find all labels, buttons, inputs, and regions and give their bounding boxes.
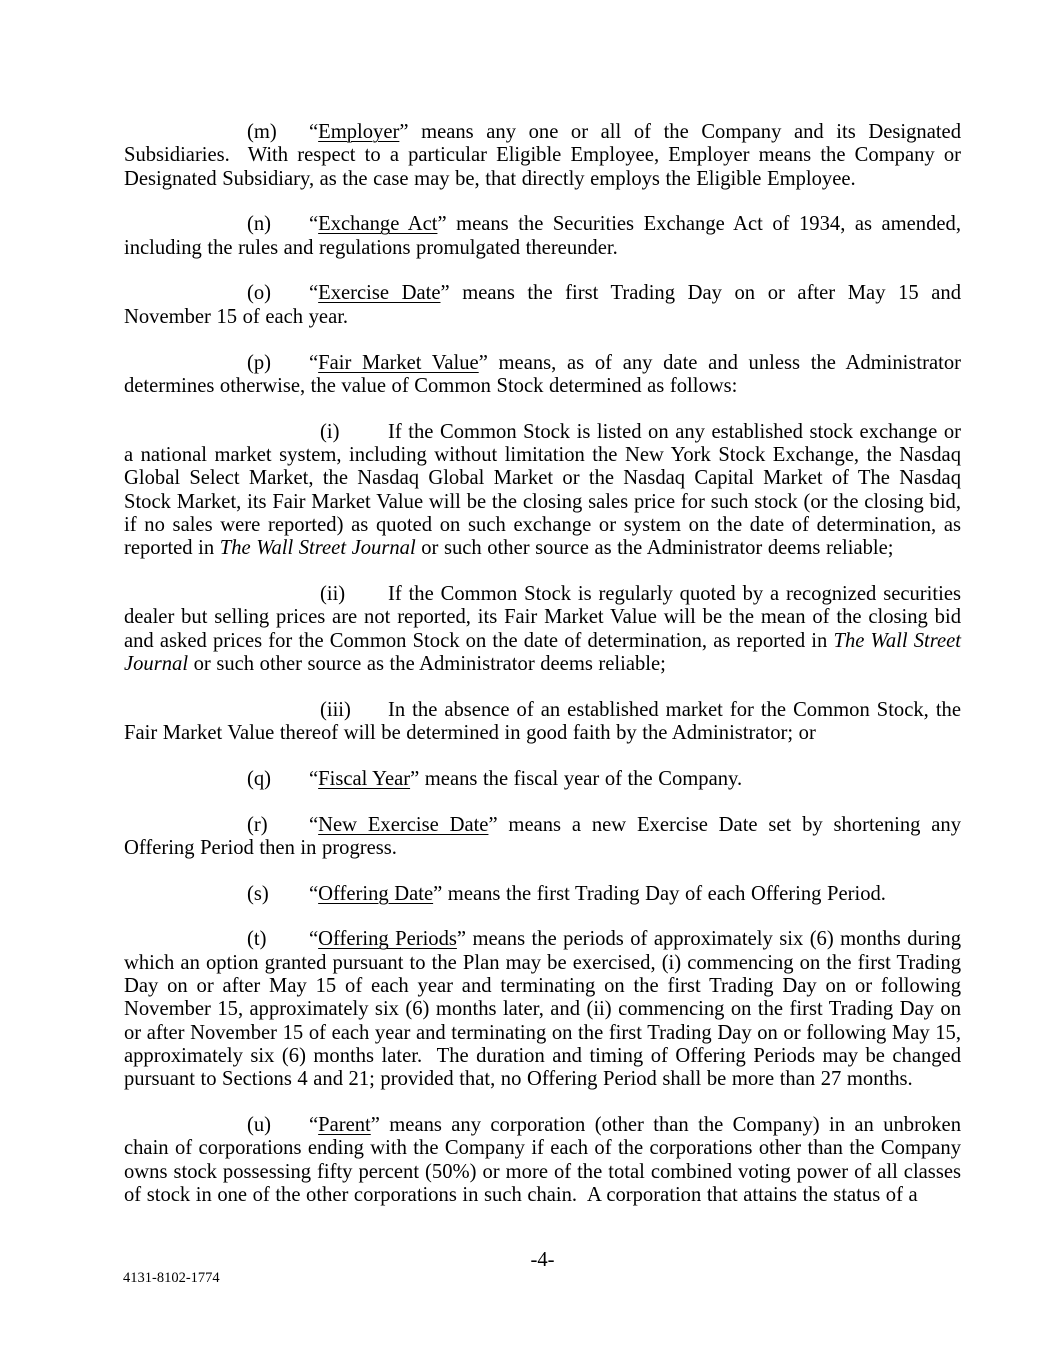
paragraph-label: (ii) [320,582,346,605]
paragraph-label: (n) [247,213,272,236]
text-run: ” means a new Exercise Date set by shortening any Offering Period then in progress. [124,813,961,859]
text-run: “ [309,282,319,305]
text-run: ” means the fiscal year of the Company. [410,767,743,790]
paragraph-label: (t) [247,928,267,951]
italic-citation: The Wall Street Journal [124,629,961,675]
paragraph-label: (o) [247,282,272,305]
text-run: “ [309,1114,319,1136]
defined-term: Offering Date [318,882,434,905]
text-run: or such other source as the Administrator deems reliable; [188,652,666,675]
defined-term: Fair Market Value [318,351,479,374]
paragraph-label: (q) [247,767,272,790]
text-run: “ [309,813,319,836]
text-run: In the absence of an established market for the Common Stock, the Fair Market Value thereof will be determined in good faith by the Administrator; or [124,698,961,744]
paragraph-t-offering-periods [124,928,961,1091]
document-id: 4131-8102-1774 [123,1270,220,1286]
text-run: ” means the first Trading Day of each Offering Period. [433,882,886,905]
italic-citation: The Wall Street Journal [219,537,416,560]
paragraph-q-fiscal-year [124,768,961,791]
text-run: “ [309,928,319,951]
text-run: ” means the first Trading Day on or after May 15 and November 15 of each year. [124,282,961,328]
paragraph-s-offering-date [124,883,961,906]
text-run: ” means any corporation (other than the Company) in an unbroken chain of corporations ending with the Company if each of the corporations other than the Company owns stock possessing fifty percent (50%) or more of the total combined voting power of all classes of stock in one of the other corporations in such chain. A corporation that attains the status of a [124,1114,961,1206]
defined-term: Parent [318,1114,371,1136]
paragraph-label: (u) [247,1114,272,1136]
text-run: “ [309,351,319,374]
paragraph-label: (r) [247,813,268,836]
text-run: ” means any one or all of the Company and its Designated Subsidiaries. With respect to a particular Eligible Employee, Employer means the Company or Designated Subsidiary, as the case may be, that directly employs the Eligible Employee. [124,121,961,190]
defined-term: Exercise Date [318,282,441,305]
text-run: If the Common Stock is listed on any established stock exchange or a national market system, including without limitation the New York Stock Exchange, the Nasdaq Global Select Market, the Nasdaq Global Market or the Nasdaq Capital Market of The Nasdaq Stock Market, its Fair Market Value will be the closing sales price for such stock (or the closing bid, if no sales were reported) as quoted on such exchange or system on the date of determination, as reported in [124,420,961,560]
paragraph-n-exchange-act [124,213,961,260]
text-run: “ [309,882,319,905]
paragraph-label: (iii) [320,698,351,721]
text-run: ” means the Securities Exchange Act of 1934, as amended, including the rules and regulations promulgated thereunder. [124,213,961,259]
paragraph-label: (i) [320,420,340,443]
text-run: or such other source as the Administrator deems reliable; [415,537,894,560]
paragraph-label: (p) [247,351,272,374]
paragraph-u-parent [124,1114,961,1207]
defined-term: New Exercise Date [318,813,489,836]
defined-term: Fiscal Year [318,767,411,790]
text-run: “ [309,121,319,143]
text-run: If the Common Stock is regularly quoted by a recognized securities dealer but selling prices are not reported, its Fair Market Value will be the mean of the closing bid and asked prices for the Common Stock on the date of determination, as reported in [124,582,961,652]
text-run: ” means, as of any date and unless the Administrator determines otherwise, the value of Common Stock determined as follows: [124,351,961,397]
defined-term: Exchange Act [318,213,438,236]
text-run: “ [309,767,319,790]
defined-term: Employer [318,121,400,143]
paragraph-label: (s) [247,882,269,905]
subparagraph-iii [124,699,961,746]
paragraph-r-new-exercise-date [124,814,961,861]
paragraph-o-exercise-date [124,282,961,329]
text-run: ” means the periods of approximately six (6) months during which an option granted pursuant to the Plan may be exercised, (i) commencing on the first Trading Day on or after May 15 of each year and terminating on the first Trading Day on or following November 15, approximately six (6) months later, and (ii) commencing on the first Trading Day on or after November 15 of each year and terminating on the first Trading Day on or following May 15, approximately six (6) months later. The duration and timing of Offering Periods may be changed pursuant to Sections 4 and 21; provided that, no Offering Period shall be more than 27 months. [124,928,962,1091]
subparagraph-i [124,421,961,561]
defined-term: Offering Periods [318,928,457,951]
paragraph-label: (m) [247,121,277,143]
subparagraph-ii [124,583,961,676]
page-number: -4- [530,1249,555,1271]
paragraph-m-employer [124,121,961,191]
paragraph-p-fair-market-value [124,352,961,399]
text-run: “ [309,213,319,236]
document-body [124,121,961,1207]
